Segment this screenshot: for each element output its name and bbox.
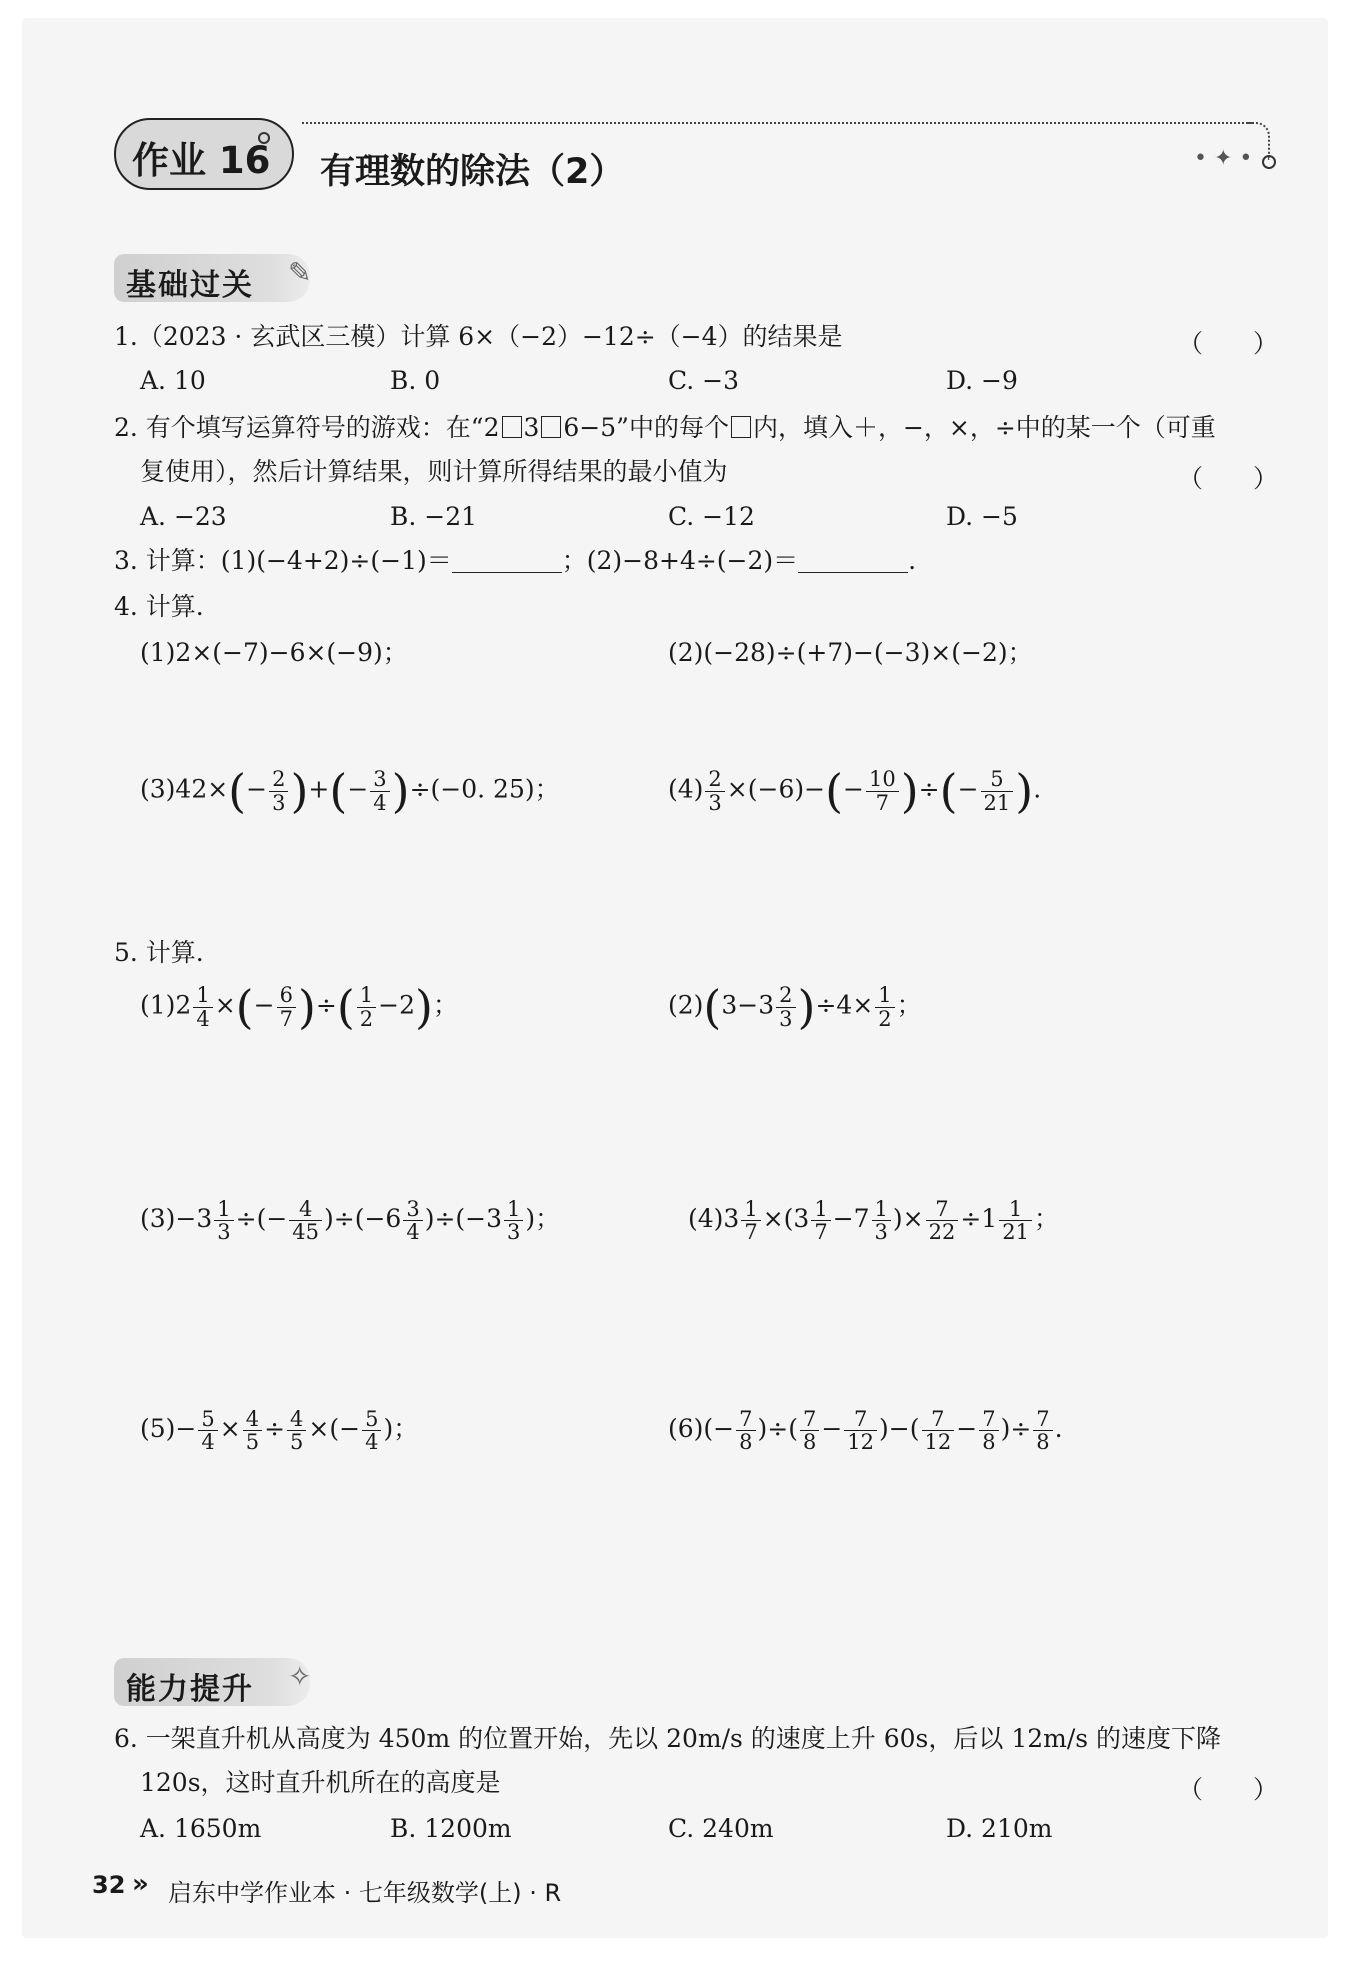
expr-text: (1)2 bbox=[140, 990, 192, 1020]
section-banner-basic bbox=[114, 254, 310, 302]
question-6-line2: 120s，这时直升机所在的高度是 bbox=[140, 1768, 501, 1797]
denominator: 4 bbox=[365, 1430, 379, 1455]
paren-close: ) bbox=[797, 980, 816, 1034]
numerator: 1 bbox=[872, 1198, 891, 1221]
denominator: 5 bbox=[245, 1430, 260, 1455]
question-1-stem: 1.（2023 · 玄武区三模）计算 6×（−2）−12÷（−4）的结果是 bbox=[114, 322, 843, 351]
option-c: C. −3 bbox=[668, 366, 739, 395]
numerator: 7 bbox=[844, 1408, 877, 1431]
fraction bbox=[844, 1408, 877, 1453]
numerator: 1 bbox=[875, 984, 894, 1007]
expr-text: (6)(− bbox=[668, 1414, 735, 1444]
q4-part3 bbox=[140, 764, 560, 818]
expr-text: (3)−3 bbox=[140, 1204, 213, 1234]
blank-square bbox=[502, 416, 522, 438]
blank-square bbox=[541, 416, 561, 438]
option-d: D. 210m bbox=[946, 1814, 1053, 1843]
expr-text: ； bbox=[1033, 1204, 1059, 1234]
fraction bbox=[800, 1408, 819, 1453]
footer-book-title: 启东中学作业本 · 七年级数学(上) · R bbox=[168, 1879, 562, 1907]
paren-close: ) bbox=[415, 980, 433, 1034]
numerator: 7 bbox=[736, 1408, 755, 1431]
expr-text: 3−3 bbox=[721, 990, 775, 1020]
q2-text-b: 3 bbox=[523, 413, 540, 442]
worksheet-page bbox=[22, 18, 1328, 1938]
q3-part1: 3. 计算：(1)(−4+2)÷(−1)＝ bbox=[114, 546, 452, 575]
expr-text: ×(−6)− bbox=[726, 774, 826, 804]
numerator: 1 bbox=[193, 984, 212, 1007]
denominator: 8 bbox=[739, 1430, 753, 1455]
denominator: 2 bbox=[878, 1006, 892, 1031]
question-4-title: 4. 计算. bbox=[114, 592, 204, 621]
expr-text: )−( bbox=[879, 1414, 920, 1444]
fraction bbox=[289, 1198, 322, 1243]
paren-open: ( bbox=[939, 764, 958, 818]
fraction bbox=[1033, 1408, 1052, 1453]
page-number: 32 bbox=[92, 1871, 126, 1899]
fraction bbox=[362, 1408, 381, 1453]
expr-text: (4)3 bbox=[688, 1204, 740, 1234]
paren-close: ) bbox=[900, 764, 919, 818]
expr-text: . bbox=[1054, 1414, 1063, 1444]
fraction bbox=[979, 1408, 998, 1453]
numerator: 2 bbox=[776, 984, 795, 1007]
star-icon: ✧ bbox=[288, 1660, 312, 1693]
expr-text: )÷ bbox=[1000, 1414, 1032, 1444]
fraction bbox=[922, 1408, 955, 1453]
paren-open: ( bbox=[228, 764, 247, 818]
header-dotted-line bbox=[302, 122, 1252, 140]
expr-text: − bbox=[821, 1414, 843, 1444]
sparkle-icon: • ✦ • bbox=[1194, 146, 1253, 171]
paren-open: ( bbox=[825, 764, 844, 818]
numerator: 1 bbox=[214, 1198, 233, 1221]
numerator: 6 bbox=[277, 984, 296, 1007]
expr-text: ×(− bbox=[308, 1414, 361, 1444]
denominator: 12 bbox=[924, 1430, 952, 1455]
q5-part6 bbox=[668, 1408, 1063, 1453]
denominator: 7 bbox=[744, 1220, 758, 1245]
denominator: 21 bbox=[983, 790, 1011, 815]
numerator: 5 bbox=[198, 1408, 217, 1431]
expr-text: − bbox=[956, 1414, 978, 1444]
paren-open: ( bbox=[703, 980, 722, 1034]
numerator: 7 bbox=[979, 1408, 998, 1431]
fraction bbox=[776, 984, 795, 1029]
expr-text: (2) bbox=[668, 990, 704, 1020]
denominator: 5 bbox=[290, 1430, 304, 1455]
fraction bbox=[287, 1408, 306, 1453]
section-banner-advanced bbox=[114, 1658, 310, 1706]
expr-text: ； bbox=[896, 990, 922, 1020]
header-circle-right bbox=[1262, 155, 1276, 169]
fraction bbox=[866, 768, 899, 813]
expr-text: ÷ bbox=[315, 990, 337, 1020]
expr-text: + bbox=[308, 774, 330, 804]
numerator: 4 bbox=[289, 1198, 322, 1221]
homework-badge bbox=[114, 118, 294, 190]
denominator: 21 bbox=[1002, 1220, 1029, 1245]
denominator: 7 bbox=[279, 1006, 293, 1031]
q2-text-c: 6−5”中的每个 bbox=[563, 413, 729, 442]
option-c: C. 240m bbox=[668, 1814, 774, 1843]
paren-close: ) bbox=[297, 980, 316, 1034]
paren-open: ( bbox=[235, 980, 254, 1034]
numerator: 1 bbox=[504, 1198, 523, 1221]
answer-paren: （ ） bbox=[1178, 1775, 1279, 1804]
expr-text: ÷1 bbox=[960, 1204, 998, 1234]
q5-part2 bbox=[668, 980, 922, 1034]
numerator: 10 bbox=[866, 768, 899, 791]
expr-text: × bbox=[219, 1414, 241, 1444]
denominator: 4 bbox=[373, 790, 387, 815]
fraction bbox=[736, 1408, 755, 1453]
numerator: 4 bbox=[243, 1408, 262, 1431]
expr-text: )× bbox=[892, 1204, 924, 1234]
q2-text-a: 2. 有个填写运算符号的游戏：在“2 bbox=[114, 413, 500, 442]
denominator: 8 bbox=[1036, 1430, 1050, 1455]
fraction bbox=[193, 984, 212, 1029]
question-3 bbox=[114, 548, 916, 573]
numerator: 5 bbox=[981, 768, 1014, 791]
numerator: 3 bbox=[403, 1198, 422, 1221]
expr-text: (3)42× bbox=[140, 774, 229, 804]
expr-text: ÷(− bbox=[235, 1204, 288, 1234]
fraction bbox=[504, 1198, 523, 1243]
section-title: 基础过关 bbox=[126, 268, 254, 303]
expr-text: ÷ bbox=[918, 774, 940, 804]
fraction bbox=[999, 1198, 1032, 1243]
q5-part5 bbox=[140, 1408, 418, 1453]
numerator: 7 bbox=[922, 1408, 955, 1431]
pencil-icon: ✎ bbox=[288, 256, 312, 289]
q3-part2: ；(2)−8+4÷(−2)＝ bbox=[561, 546, 799, 575]
numerator: 2 bbox=[269, 768, 288, 791]
numerator: 7 bbox=[800, 1408, 819, 1431]
numerator: 5 bbox=[362, 1408, 381, 1431]
double-chevron-icon: » bbox=[132, 1869, 149, 1899]
expr-text: ÷ bbox=[264, 1414, 286, 1444]
option-d: D. −9 bbox=[946, 366, 1018, 395]
numerator: 7 bbox=[926, 1198, 959, 1221]
q5-part1 bbox=[140, 980, 458, 1034]
expr-text: (5)− bbox=[140, 1414, 197, 1444]
denominator: 45 bbox=[292, 1220, 320, 1245]
denominator: 3 bbox=[507, 1220, 521, 1245]
q5-part4 bbox=[688, 1198, 1059, 1243]
answer-blank[interactable] bbox=[452, 550, 562, 573]
option-b: B. 1200m bbox=[390, 1814, 512, 1843]
numerator: 2 bbox=[705, 768, 724, 791]
question-6-line1: 6. 一架直升机从高度为 450m 的位置开始，先以 20m/s 的速度上升 60s，后以 12m/s 的速度下降 bbox=[114, 1724, 1222, 1753]
q4-part4 bbox=[668, 764, 1042, 818]
denominator: 3 bbox=[779, 1006, 793, 1031]
answer-paren: （ ） bbox=[1178, 464, 1279, 493]
expr-text: (4) bbox=[668, 774, 704, 804]
numerator: 1 bbox=[357, 984, 376, 1007]
expr-text: − bbox=[246, 774, 268, 804]
numerator: 4 bbox=[287, 1408, 306, 1431]
expr-text: )÷(−6 bbox=[324, 1204, 402, 1234]
expr-text: ÷(−0. 25)； bbox=[409, 774, 560, 804]
expr-text: −2 bbox=[378, 990, 416, 1020]
denominator: 2 bbox=[359, 1006, 374, 1031]
question-5-title: 5. 计算. bbox=[114, 938, 204, 967]
blank-square bbox=[731, 416, 751, 438]
fraction bbox=[926, 1198, 959, 1243]
denominator: 4 bbox=[201, 1430, 215, 1455]
fraction bbox=[269, 768, 288, 813]
option-b: B. 0 bbox=[390, 366, 441, 395]
denominator: 8 bbox=[802, 1430, 817, 1455]
section-title: 能力提升 bbox=[126, 1672, 254, 1707]
fraction bbox=[214, 1198, 233, 1243]
denominator: 8 bbox=[982, 1430, 996, 1455]
expr-text: − bbox=[347, 774, 369, 804]
expr-text: − bbox=[253, 990, 275, 1020]
fraction bbox=[198, 1408, 217, 1453]
fraction bbox=[981, 768, 1014, 813]
q5-part3 bbox=[140, 1198, 560, 1243]
expr-text: −7 bbox=[832, 1204, 870, 1234]
expr-text: × bbox=[214, 990, 236, 1020]
expr-text: )； bbox=[383, 1414, 419, 1444]
question-2-stem bbox=[114, 415, 1216, 440]
expr-text: )÷(−3 bbox=[424, 1204, 503, 1234]
numerator: 1 bbox=[741, 1198, 760, 1221]
expr-text: ； bbox=[432, 990, 458, 1020]
fraction bbox=[741, 1198, 760, 1243]
answer-blank[interactable] bbox=[798, 550, 908, 573]
fraction bbox=[357, 984, 376, 1029]
option-b: B. −21 bbox=[390, 502, 478, 531]
option-a: A. −23 bbox=[140, 502, 227, 531]
option-a: A. 1650m bbox=[140, 1814, 262, 1843]
denominator: 3 bbox=[874, 1220, 888, 1245]
header-circle-left bbox=[258, 132, 270, 144]
option-c: C. −12 bbox=[668, 502, 755, 531]
answer-paren: （ ） bbox=[1178, 329, 1279, 358]
question-2-line2: 复使用），然后计算结果，则计算所得结果的最小值为 bbox=[140, 457, 728, 486]
fraction bbox=[370, 768, 389, 813]
paren-open: ( bbox=[336, 980, 355, 1034]
numerator: 1 bbox=[999, 1198, 1032, 1221]
paren-close: ) bbox=[391, 764, 410, 818]
paren-close: ) bbox=[1015, 764, 1034, 818]
q3-end: . bbox=[908, 546, 917, 575]
option-a: A. 10 bbox=[140, 366, 206, 395]
denominator: 7 bbox=[875, 790, 890, 815]
numerator: 1 bbox=[811, 1198, 830, 1221]
expr-text: − bbox=[843, 774, 864, 804]
denominator: 3 bbox=[708, 790, 722, 815]
fraction bbox=[705, 768, 724, 813]
denominator: 4 bbox=[196, 1006, 210, 1031]
numerator: 7 bbox=[1033, 1408, 1052, 1431]
page-title: 有理数的除法（2） bbox=[320, 152, 625, 192]
q4-part2: (2)(−28)÷(+7)−(−3)×(−2)； bbox=[668, 638, 1033, 667]
q4-part1: (1)2×(−7)−6×(−9)； bbox=[140, 638, 408, 667]
expr-text: )÷( bbox=[757, 1414, 798, 1444]
denominator: 3 bbox=[217, 1220, 231, 1245]
fraction bbox=[875, 984, 894, 1029]
denominator: 7 bbox=[814, 1220, 828, 1245]
option-d: D. −5 bbox=[946, 502, 1018, 531]
paren-open: ( bbox=[329, 764, 348, 818]
denominator: 22 bbox=[928, 1220, 956, 1245]
fraction bbox=[243, 1408, 262, 1453]
expr-text: ÷4× bbox=[815, 990, 874, 1020]
expr-text: ×(3 bbox=[762, 1204, 810, 1234]
q2-text-d: 内，填入＋，−，×，÷中的某一个（可重 bbox=[752, 413, 1216, 442]
homework-number: 作业 16 bbox=[132, 139, 271, 182]
paren-close: ) bbox=[290, 764, 309, 818]
denominator: 12 bbox=[847, 1430, 875, 1455]
fraction bbox=[811, 1198, 830, 1243]
denominator: 4 bbox=[406, 1220, 420, 1245]
expr-text: − bbox=[957, 774, 979, 804]
fraction bbox=[277, 984, 296, 1029]
fraction bbox=[872, 1198, 891, 1243]
denominator: 3 bbox=[272, 790, 286, 815]
fraction bbox=[403, 1198, 422, 1243]
expr-text: )； bbox=[525, 1204, 561, 1234]
expr-text: . bbox=[1033, 774, 1042, 804]
numerator: 3 bbox=[370, 768, 389, 791]
